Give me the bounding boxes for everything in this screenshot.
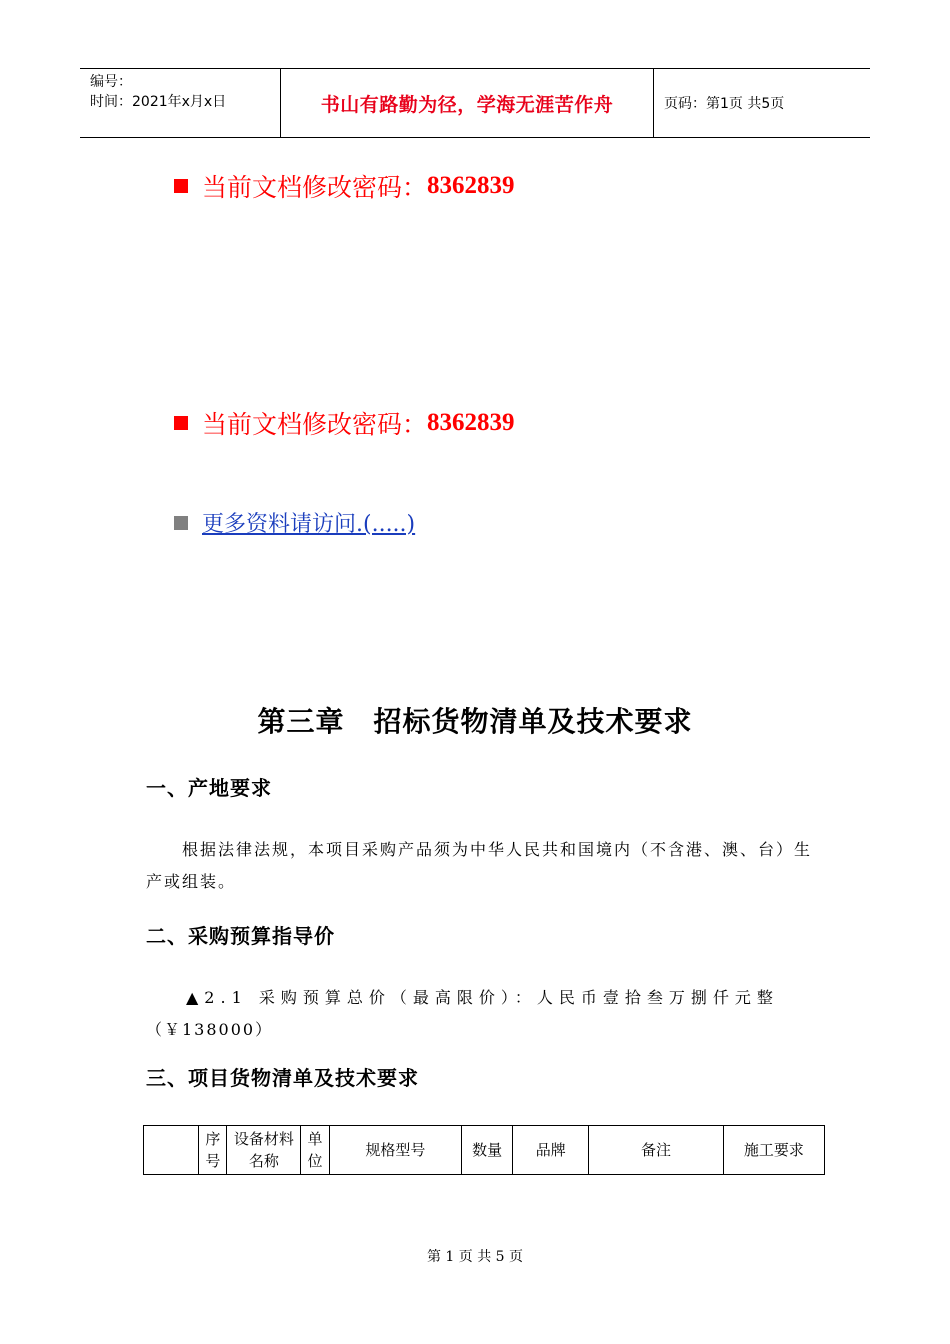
- page-header: [80, 68, 870, 138]
- document-time-label: 时间：2021年x月x日: [90, 94, 227, 110]
- budget-text: [146, 982, 816, 1046]
- section-heading-goods: 三、项目货物清单及技术要求: [146, 1066, 419, 1090]
- origin-requirement-text: 根据法律法规，本项目采购产品须为中华人民共和国境内（不含港、澳、台）生产或组装。: [146, 840, 813, 891]
- password-notice-prefix: 当前文档修改密码：: [202, 173, 428, 202]
- header-motto: 书山有路勤为径，学海无涯苦作舟: [320, 93, 614, 116]
- password-notice-1: [174, 168, 515, 204]
- table-header-cell: 设备材料名称: [227, 1126, 301, 1175]
- goods-table: [143, 1125, 825, 1175]
- table-header-cell: 规格型号: [329, 1126, 461, 1175]
- table-header-cell: 单位: [301, 1126, 329, 1175]
- red-square-bullet-icon: [174, 416, 188, 430]
- password-code: 8362839: [427, 172, 515, 199]
- table-header-cell: [144, 1126, 199, 1175]
- header-motto-cell: [281, 69, 654, 137]
- section-origin-text: [146, 834, 816, 898]
- section-heading-origin: 一、产地要求: [146, 776, 272, 800]
- document-number-label: 编号：: [90, 74, 132, 90]
- table-header-row: [144, 1126, 825, 1175]
- more-resources-link[interactable]: 更多资料请访问.(.....): [202, 512, 416, 537]
- header-meta-cell: [80, 69, 281, 137]
- table-header-cell: 品牌: [513, 1126, 589, 1175]
- more-resources-line: [174, 507, 415, 538]
- page-footer: 第 1 页 共 5 页: [426, 1249, 524, 1265]
- table-header-cell: 备注: [589, 1126, 724, 1175]
- budget-line-2: （￥138000）: [146, 1020, 274, 1039]
- gray-square-bullet-icon: [174, 516, 188, 530]
- chapter-title: 第三章 招标货物清单及技术要求: [257, 705, 693, 738]
- password-notice-prefix: 当前文档修改密码：: [202, 410, 428, 439]
- header-page-cell: [654, 69, 870, 137]
- table-header-cell: 施工要求: [723, 1126, 824, 1175]
- budget-line-1: ▲2.1 采购预算总价（最高限价）：人民币壹拾叁万捌仟元整: [186, 988, 779, 1007]
- table-header-cell: 数量: [462, 1126, 513, 1175]
- table-header-cell: 序号: [199, 1126, 227, 1175]
- red-square-bullet-icon: [174, 179, 188, 193]
- section-heading-budget: 二、采购预算指导价: [146, 924, 335, 948]
- password-code: 8362839: [427, 409, 515, 436]
- header-page-info: 页码：第1页 共5页: [664, 96, 785, 112]
- password-notice-2: [174, 405, 515, 441]
